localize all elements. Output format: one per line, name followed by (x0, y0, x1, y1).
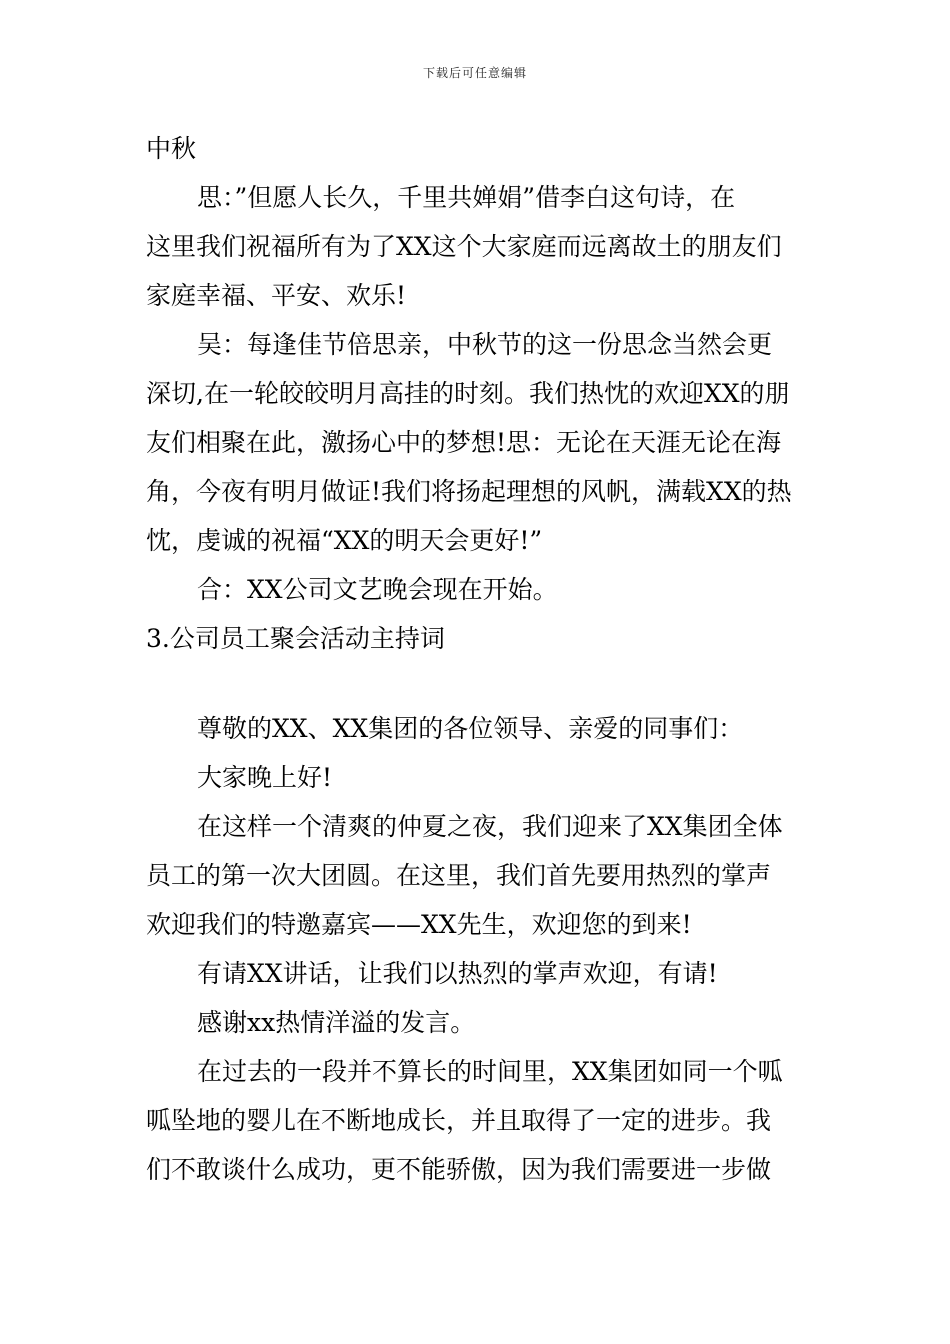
paragraph-line: 呱坠地的婴儿在不断地成长，并且取得了一定的进步。我 (146, 1106, 772, 1135)
paragraph-line: 友们相聚在此，激扬心中的梦想!思：无论在天涯无论在海 (146, 428, 782, 457)
paragraph-line: 有请XX讲话，让我们以热烈的掌声欢迎，有请! (197, 959, 718, 988)
paragraph-line: 吴：每逢佳节倍思亲，中秋节的这一份思念当然会更 (197, 330, 773, 359)
greeting-line: 尊敬的XX、XX集团的各位领导、亲爱的同事们： (197, 714, 744, 743)
paragraph-line: 感谢xx热情洋溢的发言。 (197, 1008, 476, 1037)
paragraph-line: 深切,在一轮皎皎明月高挂的时刻。我们热忱的欢迎XX的朋 (146, 379, 790, 408)
paragraph-line: 忱，虔诚的祝福“XX的明天会更好!” (146, 526, 543, 555)
paragraph-line: 家庭幸福、平安、欢乐! (146, 281, 407, 310)
paragraph-line: 在过去的一段并不算长的时间里，XX集团如同一个呱 (197, 1057, 783, 1086)
paragraph-line: 欢迎我们的特邀嘉宾——XX先生，欢迎您的到来! (146, 910, 692, 939)
document-body (146, 124, 810, 1194)
paragraph-line: 角，今夜有明月做证!我们将扬起理想的风帆，满载XX的热 (146, 477, 792, 506)
paragraph-line: 这里我们祝福所有为了XX这个大家庭而远离故土的朋友们 (146, 232, 782, 261)
blank-spacer (146, 663, 810, 704)
greeting-line: 大家晚上好! (197, 763, 333, 792)
paragraph-line: 员工的第一次大团圆。在这里，我们首先要用热烈的掌声 (146, 861, 772, 890)
paragraph-line: 合：XX公司文艺晚会现在开始。 (197, 575, 558, 604)
section-heading: 3.公司员工聚会活动主持词 (146, 624, 445, 653)
paragraph-line: 在这样一个清爽的仲夏之夜，我们迎来了XX集团全体 (197, 812, 783, 841)
page-header: 下载后可任意编辑 (422, 66, 527, 80)
paragraph-line: 思：”但愿人长久，千里共婵娟”借李白这句诗，在 (197, 183, 736, 212)
section-title: 中秋 (146, 134, 197, 163)
paragraph-line: 们不敢谈什么成功，更不能骄傲，因为我们需要进一步做 (146, 1155, 772, 1184)
